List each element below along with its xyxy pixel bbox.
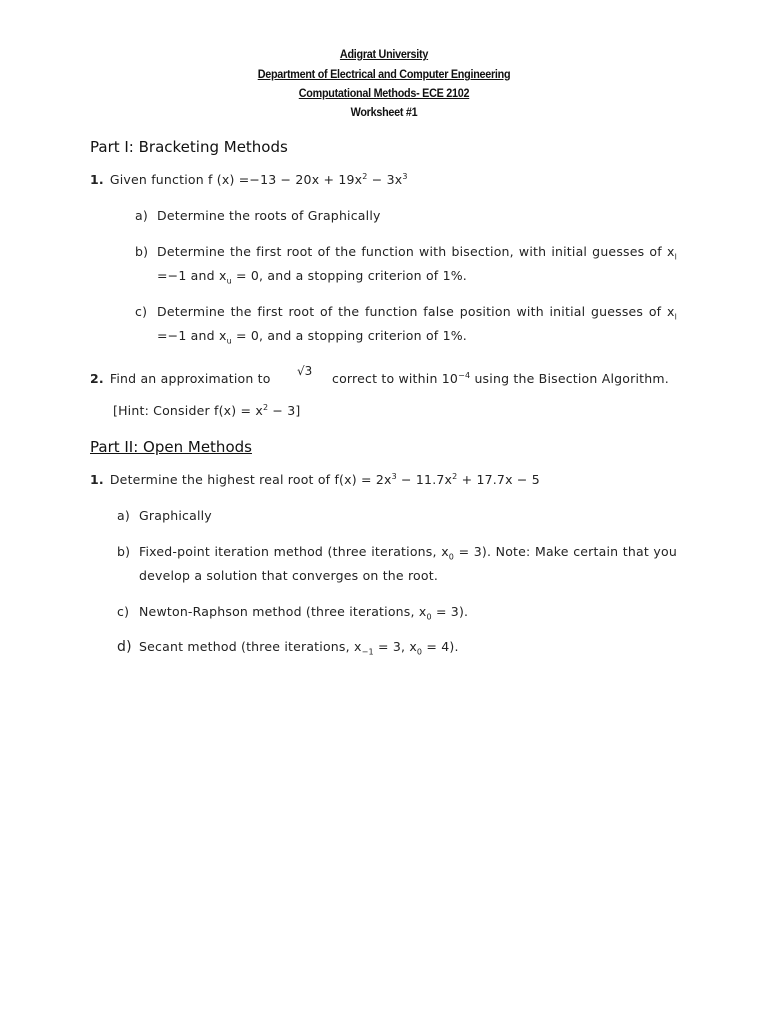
item-label-b: b) <box>117 544 131 559</box>
part2-q1-b-line1 <box>117 544 677 562</box>
part1-q1-c-line2-post: = 0, and a stopping criterion of 1%. <box>231 328 467 343</box>
part2-q1-a <box>117 508 212 523</box>
part2-q1-b-pre: Fixed-point iteration method (three iterations, x <box>139 544 449 559</box>
sub-minus-1: −1 <box>361 647 374 657</box>
part2-q1-mid: − 11.7x <box>396 472 453 488</box>
part1-q2-mid: correct to within 10 <box>332 371 459 387</box>
university-title: Adigrat University <box>339 47 429 61</box>
course-title-text: Computational Methods- ECE 2102 <box>298 86 470 100</box>
part1-q1-b-line2-post: = 0, and a stopping criterion of 1%. <box>231 268 467 283</box>
part2-heading: Part II: Open Methods <box>90 438 252 456</box>
part2-q1-b-post: = 3). Note: Make certain that you <box>454 544 677 559</box>
item-label-a: a) <box>117 508 130 523</box>
part2-q1-c-post: = 3). <box>431 604 469 619</box>
part1-q2-number: 2. <box>90 371 104 386</box>
item-label-a: a) <box>135 208 148 223</box>
part1-q1-c-text: Determine the first root of the function false position with initial guesses of x <box>157 304 675 319</box>
sqrt-three: √3 <box>297 364 313 378</box>
course-title <box>38 86 729 100</box>
sub-0: 0 <box>426 612 432 622</box>
part1-q1-number: 1. <box>90 172 104 188</box>
part1-heading: Part I: Bracketing Methods <box>90 138 288 156</box>
part2-q1-d-pre: Secant method (three iterations, x <box>139 639 362 654</box>
sup-exp: −4 <box>458 371 471 380</box>
part1-q1-a-text: Determine the roots of Graphically <box>157 208 381 223</box>
sub-0: 0 <box>416 647 423 657</box>
part2-q1-post: + 17.7x − 5 <box>457 472 540 488</box>
part1-q1-b-line2-pre: =−1 and x <box>157 268 227 283</box>
part2-q1-c <box>117 604 468 622</box>
sub-u: u <box>226 336 232 346</box>
sup-2: 2 <box>262 403 269 412</box>
sup-2: 2 <box>362 172 368 181</box>
part1-q2-post: using the Bisection Algorithm. <box>470 371 669 387</box>
part1-q2-hint <box>113 403 301 418</box>
worksheet-title: Worksheet #1 <box>350 105 418 119</box>
part1-q1-b-line1 <box>135 244 677 262</box>
part2-q1-number: 1. <box>90 472 104 488</box>
part1-q1-a <box>135 208 381 223</box>
sub-l: l <box>674 312 677 322</box>
part1-q1-b-text: Determine the first root of the function with bisection, with initial guesses of x <box>157 244 675 259</box>
part2-q1-d-post: = 4). <box>422 639 459 654</box>
sup-2: 2 <box>452 472 458 481</box>
item-label-c: c) <box>117 604 130 619</box>
sup-3: 3 <box>402 172 408 181</box>
part1-q1 <box>90 172 408 187</box>
sub-u: u <box>226 276 232 286</box>
part2-q1 <box>90 472 540 487</box>
part1-q1-c-line2-pre: =−1 and x <box>157 328 227 343</box>
item-label-c: c) <box>135 304 148 319</box>
part1-q1-c-line1 <box>135 304 677 322</box>
sub-l: l <box>674 252 677 262</box>
sup-3: 3 <box>391 472 397 481</box>
part2-q1-c-pre: Newton-Raphson method (three iterations, x <box>139 604 427 619</box>
part2-q1-a-text: Graphically <box>139 508 212 523</box>
hint-post: − 3] <box>268 403 301 419</box>
department-title: Department of Electrical and Computer Engineering <box>257 67 511 81</box>
part1-q2 <box>90 371 271 386</box>
part1-q2-continued <box>332 371 669 386</box>
part1-q1-c-line2 <box>157 328 467 346</box>
part2-q1-b-line2: develop a solution that converges on the root. <box>139 568 439 583</box>
part1-q2-pre: Find an approximation to <box>109 371 271 386</box>
part2-q1-d-mid: = 3, x <box>373 639 417 654</box>
hint-pre: [Hint: Consider f(x) = x <box>113 403 263 419</box>
item-label-b: b) <box>135 244 149 259</box>
part1-q1-b-line2 <box>157 268 467 286</box>
part1-q1-text-tail: − 3x <box>367 172 403 188</box>
sub-0: 0 <box>448 552 455 562</box>
part1-q1-text: Given function f (x) =−13 − 20x + 19x <box>109 172 363 188</box>
item-label-d: d) <box>117 639 132 655</box>
part2-q1-d <box>117 639 459 657</box>
part2-q1-pre: Determine the highest real root of f(x) = 2x <box>109 472 392 488</box>
